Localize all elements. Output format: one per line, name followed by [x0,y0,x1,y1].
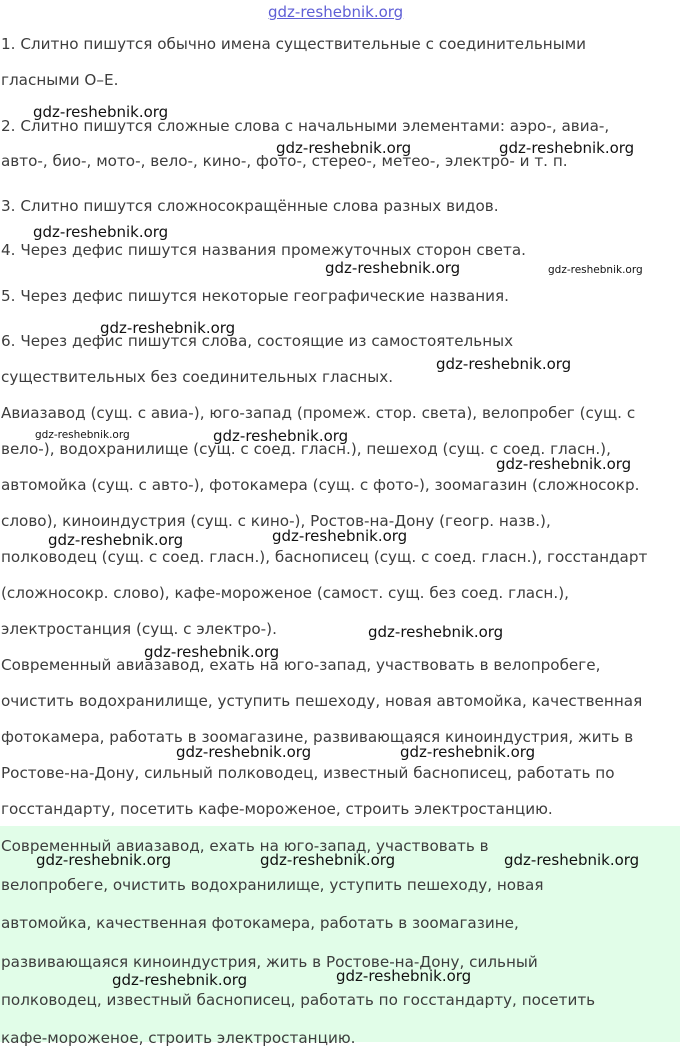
rule-line: 2. Слитно пишутся сложные слова с начальными элементами: аэро-, авиа-, [1,117,610,135]
example-line: полководец (сущ. с соед. гласн.), баснописец (сущ. с соед. гласн.), госстандарт [1,548,648,566]
rule-line: 5. Через дефис пишутся некоторые географические названия. [1,287,509,305]
watermark: gdz-reshebnik.org [499,139,635,157]
watermark: gdz-reshebnik.org [33,223,169,241]
watermark: gdz-reshebnik.org [548,264,643,276]
phrase-line: очистить водохранилище, уступить пешеходу, новая автомойка, качественная [1,692,643,710]
watermark: gdz-reshebnik.org [36,851,172,869]
watermark: gdz-reshebnik.org [436,355,572,373]
watermark: gdz-reshebnik.org [400,743,536,761]
answer-line: развивающаяся киноиндустрия, жить в Ростове-на-Дону, сильный [1,953,538,971]
answer-line: велопробеге, очистить водохранилище, уступить пешеходу, новая [1,876,544,894]
phrase-line: госстандарту, посетить кафе-мороженое, строить электростанцию. [1,800,553,818]
watermark: gdz-reshebnik.org [213,427,349,445]
example-line: слово), киноиндустрия (сущ. с кино-), Ростов-на-Дону (геогр. назв.), [1,512,551,530]
watermark: gdz-reshebnik.org [325,259,461,277]
watermark: gdz-reshebnik.org [35,429,130,441]
watermark: gdz-reshebnik.org [48,531,184,549]
rule-line: 3. Слитно пишутся сложносокращённые слова разных видов. [1,197,499,215]
phrase-line: Ростове-на-Дону, сильный полководец, известный баснописец, работать по [1,764,615,782]
rule-line: авто-, био-, мото-, вело-, кино-, фото-, стерео-, метео-, электро- и т. п. [1,152,568,170]
example-line: (сложносокр. слово), кафе-мороженое (самост. сущ. без соед. гласн.), [1,584,569,602]
rule-line: существительных без соединительных гласных. [1,368,394,386]
rule-line: гласными О–Е. [1,71,119,89]
rule-line: 6. Через дефис пишутся слова, состоящие из самостоятельных [1,332,514,350]
phrase-line: Современный авиазавод, ехать на юго-запад, участвовать в велопробеге, [1,656,601,674]
watermark: gdz-reshebnik.org [368,623,504,641]
phrase-line: фотокамера, работать в зоомагазине, развивающаяся киноиндустрия, жить в [1,728,634,746]
answer-line: полководец, известный баснописец, работать по госстандарту, посетить [1,991,596,1009]
answer-line: кафе-мороженое, строить электростанцию. [1,1029,356,1047]
example-line: электростанция (сущ. с электро-). [1,620,277,638]
example-line: автомойка (сущ. с авто-), фотокамера (сущ. с фото-), зоомагазин (сложносокр. [1,476,640,494]
watermark: gdz-reshebnik.org [260,851,396,869]
watermark: gdz-reshebnik.org [276,139,412,157]
watermark: gdz-reshebnik.org [33,103,169,121]
site-link[interactable]: gdz-reshebnik.org [268,3,404,21]
watermark: gdz-reshebnik.org [504,851,640,869]
watermark: gdz-reshebnik.org [144,643,280,661]
watermark: gdz-reshebnik.org [100,319,236,337]
watermark: gdz-reshebnik.org [496,455,632,473]
rule-line: 4. Через дефис пишутся названия промежуточных сторон света. [1,241,527,259]
watermark: gdz-reshebnik.org [176,743,312,761]
example-line: Авиазавод (сущ. с авиа-), юго-запад (промеж. стор. света), велопробег (сущ. с [1,404,636,422]
answer-line: автомойка, качественная фотокамера, работать в зоомагазине, [1,914,519,932]
rule-line: 1. Слитно пишутся обычно имена существительные с соединительными [1,35,587,53]
watermark: gdz-reshebnik.org [112,971,248,989]
example-line: вело-), водохранилище (сущ. с соед. гласн.), пешеход (сущ. с соед. гласн.), [1,440,611,458]
answer-line: Современный авиазавод, ехать на юго-запад, участвовать в [1,837,489,855]
watermark: gdz-reshebnik.org [336,967,472,985]
watermark: gdz-reshebnik.org [272,527,408,545]
